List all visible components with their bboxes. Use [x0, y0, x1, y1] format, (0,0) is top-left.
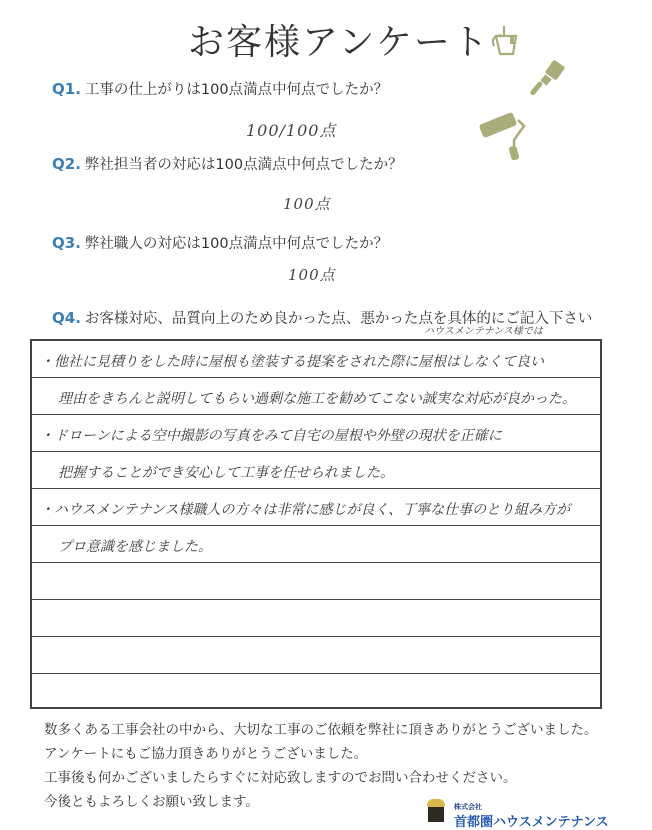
question-text: 弊社職人の対応は100点満点中何点でしたか？	[84, 236, 389, 252]
answer-line[interactable]: ・他社に見積りをした時に屋根も塗装する提案をされた際に屋根はしなくて良い	[32, 341, 600, 378]
question-text: お客様対応、品質向上のため良かった点、悪かった点を具体的にご記入下さい	[84, 311, 593, 327]
answer-line[interactable]: 理由をきちんと説明してもらい過剰な施工を勧めてこない誠実な対応が良かった。	[32, 378, 600, 415]
question-3	[52, 232, 388, 253]
answer-line[interactable]	[32, 600, 600, 637]
answer-box-q4[interactable]	[30, 339, 602, 709]
answer-line[interactable]	[32, 563, 600, 600]
answer-q1[interactable]: 100/100点	[246, 121, 337, 140]
question-number: Q3.	[52, 234, 81, 252]
footer-line: 今後ともよろしくお願い致します。	[44, 794, 259, 810]
paint-brush-icon	[528, 60, 568, 100]
answer-line[interactable]: ・ハウスメンテナンス様職人の方々は非常に感じが良く、丁寧な仕事のとり組み方が	[32, 489, 600, 526]
answer-line[interactable]	[32, 674, 600, 711]
helmet-icon	[427, 799, 445, 807]
answer-line[interactable]: プロ意識を感じました。	[32, 526, 600, 563]
answer-line[interactable]	[32, 637, 600, 674]
question-1	[52, 78, 388, 99]
company-name: 首都圏ハウスメンテナンス	[454, 815, 609, 830]
handwritten-insert: ハウスメンテナンス様では	[424, 326, 543, 337]
answer-line[interactable]: 把握することができ安心して工事を任せられました。	[32, 452, 600, 489]
company-logo	[428, 800, 652, 830]
question-number: Q1.	[52, 80, 81, 98]
question-2	[52, 153, 403, 174]
answer-line[interactable]: ・ドローンによる空中撮影の写真をみて自宅の屋根や外壁の現状を正確に	[32, 415, 600, 452]
answer-q3[interactable]: 100点	[288, 266, 336, 284]
paint-roller-icon	[478, 112, 528, 160]
question-number: Q4.	[52, 309, 81, 327]
footer-line: 工事後も何かございましたらすぐに対応致しますのでお問い合わせください。	[44, 770, 517, 786]
footer-line: 数多くある工事会社の中から、大切な工事のご依頼を弊社に頂きありがとうございました。	[44, 722, 598, 738]
company-prefix: 株式会社	[454, 803, 482, 811]
answer-q2[interactable]: 100点	[283, 195, 331, 213]
question-number: Q2.	[52, 155, 81, 173]
question-text: 弊社担当者の対応は100点満点中何点でしたか？	[84, 157, 403, 173]
page-title: お客様アンケート	[188, 22, 490, 63]
paint-bucket-icon	[490, 24, 526, 60]
footer-line: アンケートにもご協力頂きありがとうございました。	[44, 746, 368, 762]
question-text: 工事の仕上がりは100点満点中何点でしたか？	[84, 82, 389, 98]
